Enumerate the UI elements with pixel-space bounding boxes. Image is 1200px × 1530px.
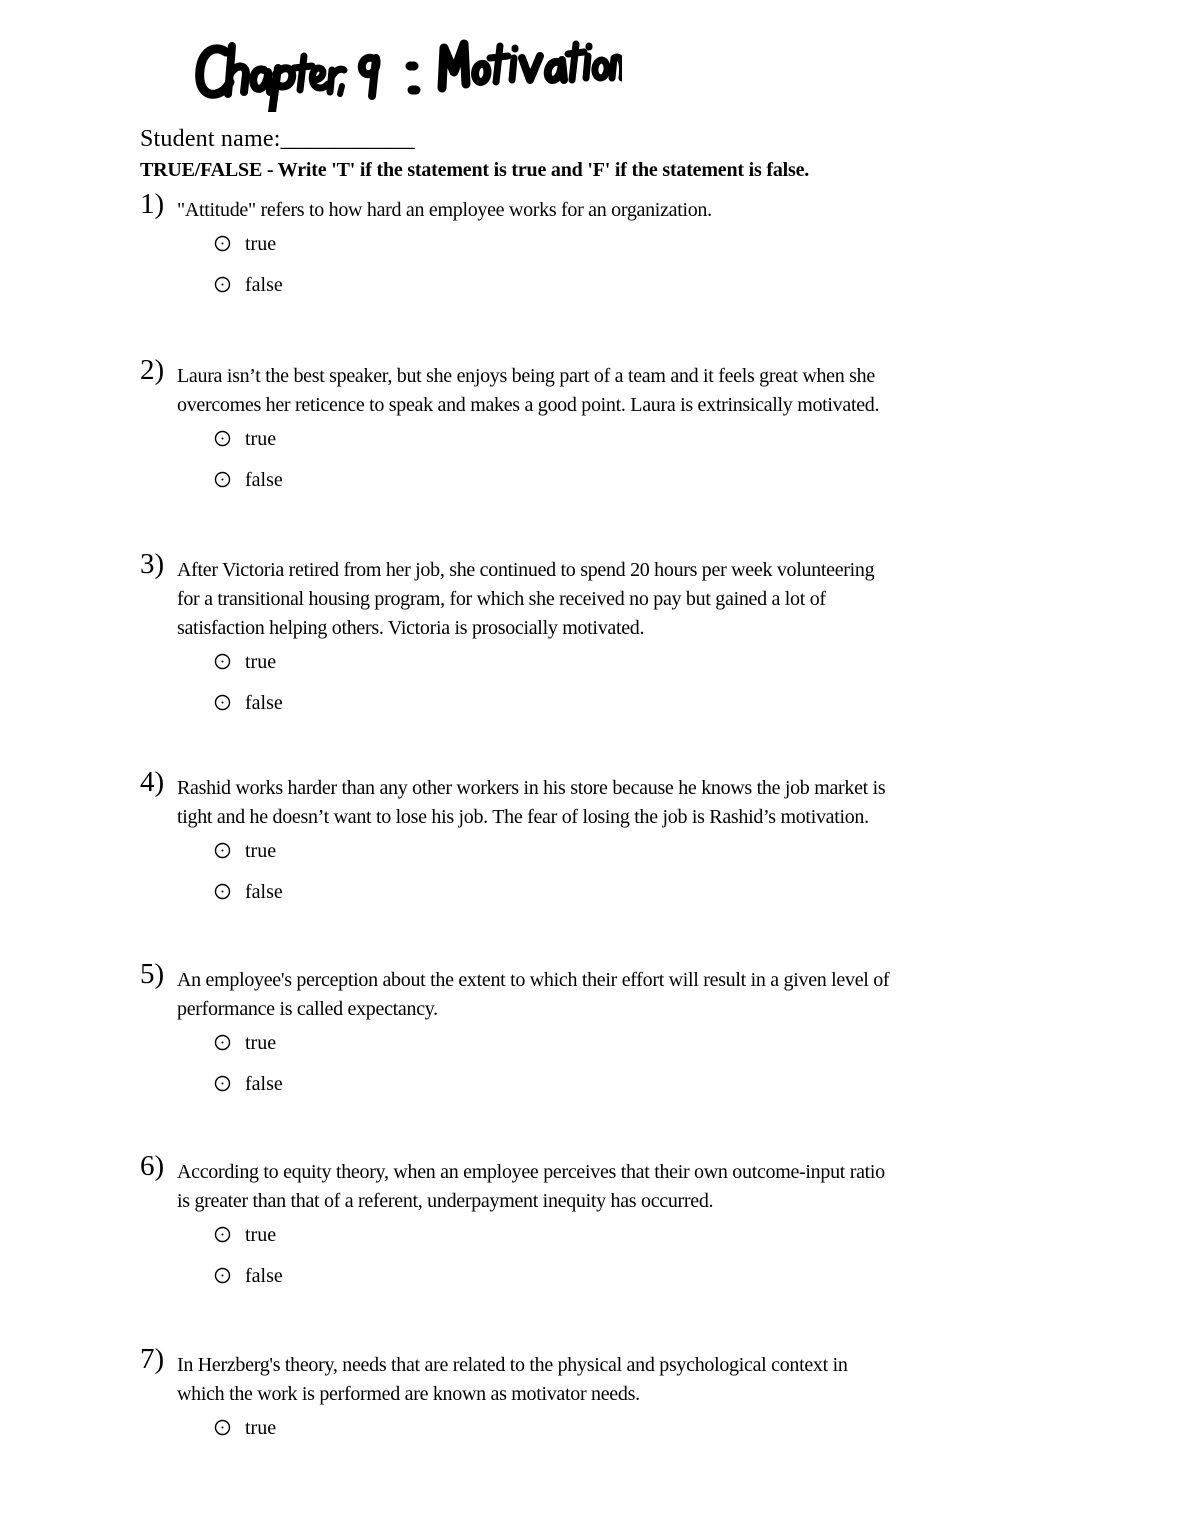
- option-true[interactable]: [214, 1031, 1080, 1072]
- question-text-line: satisfaction helping others. Victoria is prosocially motivated.: [177, 617, 645, 639]
- radio-button-icon[interactable]: [214, 883, 231, 900]
- question-3: [140, 548, 1080, 732]
- student-name-label: Student name:: [140, 126, 281, 152]
- option-label: true: [245, 1032, 277, 1054]
- option-true[interactable]: [214, 839, 1080, 880]
- option-false[interactable]: [214, 691, 1080, 732]
- radio-button-icon[interactable]: [214, 1034, 231, 1051]
- answer-options: [214, 1031, 1080, 1113]
- option-label: true: [245, 233, 277, 255]
- option-true[interactable]: [214, 427, 1080, 468]
- question-text-line: Laura isn’t the best speaker, but she enjoys being part of a team and it feels great when she: [177, 365, 875, 387]
- question-text-line: performance is called expectancy.: [177, 998, 438, 1020]
- answer-options: [214, 232, 1080, 314]
- option-label: true: [245, 840, 277, 862]
- question-text: [177, 1351, 1080, 1409]
- option-label: true: [245, 1417, 277, 1439]
- handwritten-chapter-title: [192, 22, 622, 112]
- question-number: 5): [140, 958, 165, 990]
- question-4: [140, 766, 1080, 921]
- answer-options: [214, 839, 1080, 921]
- question-number: 3): [140, 548, 165, 580]
- question-1: [140, 188, 1080, 314]
- question-text-line: After Victoria retired from her job, she continued to spend 20 hours per week volunteering: [177, 559, 875, 581]
- option-true[interactable]: [214, 650, 1080, 691]
- question-number: 1): [140, 188, 165, 220]
- radio-button-icon[interactable]: [214, 1419, 231, 1436]
- question-2: [140, 354, 1080, 509]
- option-false[interactable]: [214, 880, 1080, 921]
- radio-button-icon[interactable]: [214, 276, 231, 293]
- radio-button-icon[interactable]: [214, 1226, 231, 1243]
- answer-options: [214, 1416, 1080, 1457]
- option-label: false: [245, 881, 283, 903]
- option-true[interactable]: [214, 1223, 1080, 1264]
- option-label: true: [245, 428, 277, 450]
- radio-button-icon[interactable]: [214, 694, 231, 711]
- option-true[interactable]: [214, 1416, 1080, 1457]
- option-label: true: [245, 1224, 277, 1246]
- option-label: false: [245, 1073, 283, 1095]
- question-text-line: is greater than that of a referent, underpayment inequity has occurred.: [177, 1190, 714, 1212]
- student-name-line: [140, 126, 415, 153]
- option-label: false: [245, 469, 283, 491]
- question-text-line: An employee's perception about the extent to which their effort will result in a given level of: [177, 969, 890, 991]
- question-number: 2): [140, 354, 165, 386]
- question-text-line: for a transitional housing program, for which she received no pay but gained a lot of: [177, 588, 826, 610]
- question-number: 4): [140, 766, 165, 798]
- question-5: [140, 958, 1080, 1113]
- answer-options: [214, 427, 1080, 509]
- option-true[interactable]: [214, 232, 1080, 273]
- question-text: [177, 556, 1080, 643]
- option-label: false: [245, 692, 283, 714]
- answer-options: [214, 1223, 1080, 1305]
- question-text: [177, 196, 1080, 225]
- question-text-line: Rashid works harder than any other workers in his store because he knows the job market is: [177, 777, 886, 799]
- option-false[interactable]: [214, 1264, 1080, 1305]
- radio-button-icon[interactable]: [214, 1075, 231, 1092]
- question-text-line: which the work is performed are known as motivator needs.: [177, 1383, 640, 1405]
- option-label: false: [245, 1265, 283, 1287]
- question-text: [177, 362, 1080, 420]
- option-label: false: [245, 274, 283, 296]
- radio-button-icon[interactable]: [214, 235, 231, 252]
- instructions: TRUE/FALSE - Write 'T' if the statement is true and 'F' if the statement is false.: [140, 159, 810, 181]
- option-label: true: [245, 651, 277, 673]
- question-text-line: overcomes her reticence to speak and makes a good point. Laura is extrinsically motivated.: [177, 394, 880, 416]
- question-text-line: In Herzberg's theory, needs that are related to the physical and psychological context in: [177, 1354, 848, 1376]
- option-false[interactable]: [214, 468, 1080, 509]
- question-text: [177, 1158, 1080, 1216]
- radio-button-icon[interactable]: [214, 653, 231, 670]
- question-text-line: tight and he doesn’t want to lose his job. The fear of losing the job is Rashid’s motivation.: [177, 806, 869, 828]
- option-false[interactable]: [214, 1072, 1080, 1113]
- question-text: [177, 966, 1080, 1024]
- question-text: [177, 774, 1080, 832]
- radio-button-icon[interactable]: [214, 1267, 231, 1284]
- radio-button-icon[interactable]: [214, 430, 231, 447]
- question-text-line: According to equity theory, when an employee perceives that their own outcome-input ratio: [177, 1161, 885, 1183]
- option-false[interactable]: [214, 273, 1080, 314]
- answer-options: [214, 650, 1080, 732]
- question-number: 6): [140, 1150, 165, 1182]
- question-7: [140, 1343, 1080, 1457]
- question-number: 7): [140, 1343, 165, 1375]
- handwritten-title-scribble: [192, 22, 622, 112]
- student-name-blank[interactable]: ___________: [280, 126, 415, 152]
- question-text-line: "Attitude" refers to how hard an employee works for an organization.: [177, 199, 712, 221]
- radio-button-icon[interactable]: [214, 842, 231, 859]
- question-6: [140, 1150, 1080, 1305]
- radio-button-icon[interactable]: [214, 471, 231, 488]
